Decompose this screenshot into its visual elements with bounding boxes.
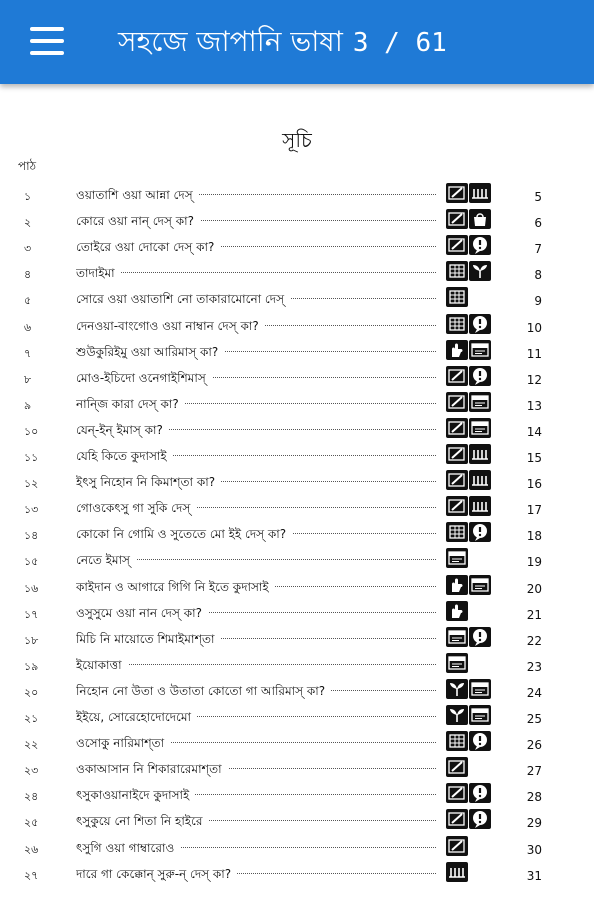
page-number: 8: [534, 268, 542, 283]
lesson-link[interactable]: [76, 863, 436, 885]
lesson-number: ১৪: [24, 529, 39, 543]
dot-leader: [76, 272, 436, 273]
page-number: 13: [526, 398, 542, 413]
lesson-column-header: পাঠ: [18, 159, 37, 173]
table-icon: [469, 444, 491, 464]
lesson-icons: [446, 314, 492, 336]
page-number: 14: [526, 424, 542, 439]
card-icon: [446, 653, 468, 673]
page-number: 20: [526, 581, 542, 596]
lesson-number: ২৬: [24, 842, 39, 856]
lesson-number: ৪: [24, 268, 32, 282]
page-number: 23: [526, 659, 542, 674]
lesson-icons: [446, 366, 492, 388]
lesson-number: ২২: [24, 738, 39, 752]
lesson-icons: [446, 575, 492, 597]
lesson-link[interactable]: [76, 210, 436, 232]
grid-icon: [446, 522, 468, 542]
lesson-icons: [446, 209, 492, 231]
lesson-title: কাইদান ও আগারে গিগি নি ইতে কুদাসাই: [76, 579, 275, 598]
lesson-number: ১০: [24, 424, 39, 438]
lesson-link[interactable]: [76, 315, 436, 337]
lesson-icons: [446, 757, 469, 779]
page-number: 15: [526, 451, 542, 465]
lesson-number: ৬: [24, 320, 32, 334]
toc-row[interactable]: [0, 417, 594, 443]
lesson-link[interactable]: [76, 341, 436, 363]
card-icon: [469, 705, 491, 725]
lesson-icons: [446, 627, 492, 649]
lesson-icons: [446, 235, 492, 257]
toc-row[interactable]: [0, 782, 594, 808]
toc-row[interactable]: [0, 730, 594, 756]
plant-icon: [469, 261, 491, 281]
toc-row[interactable]: [0, 547, 594, 573]
lesson-icons: [446, 470, 492, 492]
lesson-icons: [446, 287, 469, 309]
lesson-link[interactable]: [76, 393, 436, 415]
lesson-title: শুউকুরিইমু ওয়া আরিমাস্ কা?: [76, 344, 224, 363]
lesson-icons: [446, 836, 469, 858]
alert-icon: [469, 783, 491, 803]
hand-icon: [446, 575, 468, 595]
lesson-number: ২০: [24, 685, 39, 699]
lesson-number: ২১: [24, 712, 39, 725]
lesson-number: ৮: [24, 372, 32, 386]
pencil-icon: [446, 209, 468, 229]
toc-row[interactable]: [0, 521, 594, 547]
toc-row[interactable]: [0, 861, 594, 887]
app-title: [118, 20, 447, 67]
lesson-number: ১১: [24, 451, 39, 464]
lesson-link[interactable]: [76, 445, 436, 467]
lesson-title: ইয়োকাত্তা: [76, 657, 128, 676]
lesson-title: ওসুসুমে ওয়া নান দেস্ কা?: [76, 605, 208, 624]
toc-row[interactable]: [0, 574, 594, 600]
lesson-link[interactable]: [76, 576, 436, 598]
page-number: 11: [526, 346, 542, 361]
lesson-link[interactable]: [76, 628, 436, 650]
pencil-icon: [446, 183, 468, 203]
lesson-icons: [446, 548, 469, 570]
lesson-title: সোরে ওয়া ওয়াতাশি নো তাকারামোনো দেস্: [76, 291, 290, 310]
page-number: 19: [526, 555, 542, 570]
hand-icon: [446, 601, 468, 621]
table-icon: [469, 470, 491, 490]
app-title-text: সহজে জাপানি ভাষা: [118, 25, 343, 58]
lesson-link[interactable]: [76, 680, 436, 702]
pencil-icon: [446, 496, 468, 516]
alert-icon: [469, 809, 491, 829]
page-number: 31: [526, 868, 542, 883]
lesson-title: ওকাআসান নি শিকারারেমাশ্‌তা: [76, 761, 228, 780]
lesson-title: গোওকেৎসু গা সুকি দেস্: [76, 500, 196, 519]
lesson-link[interactable]: [76, 184, 436, 206]
lesson-number: ২: [24, 216, 32, 230]
lesson-icons: [446, 444, 492, 466]
lesson-title: ৎসুকুয়ে নো শিতা নি হাইরে: [76, 813, 208, 832]
toc-row[interactable]: [0, 469, 594, 495]
lesson-title: নেতে ইমাস্: [76, 552, 136, 571]
lesson-number: ১৩: [24, 503, 39, 517]
lesson-title: যেহি কিতে কুদাসাই: [76, 448, 173, 467]
lesson-link[interactable]: [76, 288, 436, 310]
lesson-title: নিহোন নো উতা ও উতাতা কোতো গা আরিমাস্ কা?: [76, 683, 331, 702]
toc-row[interactable]: [0, 704, 594, 730]
lesson-title: ওয়াতাশি ওয়া আন্না দেস্: [76, 187, 199, 206]
pencil-icon: [446, 809, 468, 829]
lesson-number: ১৫: [24, 555, 39, 569]
toc-row[interactable]: [0, 626, 594, 652]
pencil-icon: [446, 235, 468, 255]
lesson-icons: [446, 783, 492, 805]
lesson-icons: [446, 183, 492, 205]
lesson-title: ইইয়ে, সোরেহোদোদেমো: [76, 709, 197, 728]
alert-icon: [469, 314, 491, 334]
pencil-icon: [446, 757, 468, 777]
page-number: 25: [526, 712, 542, 726]
lesson-number: ১৭: [24, 607, 39, 621]
toc-row[interactable]: [0, 756, 594, 782]
page-number: 27: [526, 764, 542, 779]
alert-icon: [469, 731, 491, 751]
bag-icon: [469, 209, 491, 229]
lesson-number: ৩: [24, 242, 32, 256]
card-icon: [446, 627, 468, 647]
pencil-icon: [446, 470, 468, 490]
lesson-title: দেনওয়া-বাংগোও ওয়া নাম্বান দেস্ কা?: [76, 318, 265, 337]
card-icon: [446, 548, 468, 568]
lesson-icons: [446, 653, 469, 675]
page-number: 18: [526, 529, 542, 544]
toc-title: সূচি: [282, 128, 312, 152]
page-number: 7: [534, 242, 542, 257]
plant-icon: [446, 679, 468, 699]
page-number: 5: [534, 190, 542, 204]
lesson-icons: [446, 392, 492, 414]
toc-row[interactable]: [0, 678, 594, 704]
lesson-link[interactable]: [76, 497, 436, 519]
lesson-number: ২৪: [24, 790, 39, 804]
lesson-link[interactable]: [76, 549, 436, 571]
lesson-title: নান্জি কারা দেস্ কা?: [76, 396, 185, 415]
grid-icon: [446, 314, 468, 334]
lesson-title: ইৎসু নিহোন নি কিমাশ্‌তা কা?: [76, 474, 221, 493]
toc-row[interactable]: [0, 339, 594, 365]
toc-row[interactable]: [0, 495, 594, 521]
lesson-link[interactable]: [76, 810, 436, 832]
lesson-number: ৭: [24, 346, 32, 360]
lesson-title: ৎসুকাওয়ানাইদে কুদাসাই: [76, 787, 195, 806]
grid-icon: [446, 287, 468, 307]
lesson-link[interactable]: [76, 732, 436, 754]
lesson-icons: [446, 731, 492, 753]
lesson-icons: [446, 705, 492, 727]
lesson-link[interactable]: [76, 471, 436, 493]
card-icon: [469, 575, 491, 595]
lesson-title: ওসোকু নারিমাশ্‌তা: [76, 735, 170, 754]
lesson-icons: [446, 862, 469, 884]
dot-leader: [76, 664, 436, 665]
lesson-link[interactable]: [76, 706, 436, 728]
lesson-icons: [446, 601, 469, 623]
lesson-number: ৫: [24, 294, 32, 308]
page-number: 22: [526, 633, 542, 648]
card-icon: [469, 418, 491, 438]
lesson-link[interactable]: [76, 602, 436, 624]
toc-row[interactable]: [0, 286, 594, 312]
toc-row[interactable]: [0, 260, 594, 286]
table-icon: [469, 496, 491, 516]
lesson-icons: [446, 809, 492, 831]
lesson-link[interactable]: [76, 654, 436, 676]
alert-icon: [469, 627, 491, 647]
lesson-title: যেন্-ইন্ ইমাস্ কা?: [76, 422, 169, 441]
plant-icon: [446, 705, 468, 725]
lesson-icons: [446, 340, 492, 362]
lesson-link[interactable]: [76, 784, 436, 806]
lesson-number: ১২: [24, 477, 39, 491]
toc-row[interactable]: [0, 652, 594, 678]
lesson-number: ১: [24, 190, 32, 203]
page-number: 9: [534, 294, 542, 309]
toc-row[interactable]: [0, 600, 594, 626]
page-number: 10: [526, 320, 542, 335]
page-indicator: 3 / 61: [352, 28, 447, 58]
lesson-title: তোইরে ওয়া দোকো দেস্ কা?: [76, 239, 220, 258]
page-number: 24: [526, 685, 542, 700]
toc-row[interactable]: [0, 182, 594, 208]
page-number: 28: [526, 790, 542, 805]
menu-icon[interactable]: [30, 27, 64, 55]
toc-row[interactable]: [0, 443, 594, 469]
page-number: 29: [526, 816, 542, 831]
alert-icon: [469, 522, 491, 542]
lesson-link[interactable]: [76, 236, 436, 258]
toc-row[interactable]: [0, 365, 594, 391]
lesson-link[interactable]: [76, 262, 436, 284]
pencil-icon: [446, 392, 468, 412]
pencil-icon: [446, 836, 468, 856]
alert-icon: [469, 366, 491, 386]
lesson-icons: [446, 679, 492, 701]
page-number: 21: [526, 607, 542, 622]
lesson-icons: [446, 496, 492, 518]
lesson-number: ১৮: [24, 633, 39, 647]
lesson-title: ৎসুগি ওয়া গাম্বারোও: [76, 840, 180, 859]
page-number: 30: [526, 842, 542, 857]
toc-row[interactable]: [0, 391, 594, 417]
lesson-link[interactable]: [76, 367, 436, 389]
lesson-link[interactable]: [76, 758, 436, 780]
lesson-title: দারে গা কেক্কোন্ সুরু-ন্ দেস্ কা?: [76, 866, 237, 885]
toc-row[interactable]: [0, 208, 594, 234]
card-icon: [469, 679, 491, 699]
app-bar: [0, 0, 594, 84]
lesson-number: ২৫: [24, 816, 39, 830]
card-icon: [469, 340, 491, 360]
lesson-title: তাদাইমা: [76, 265, 121, 284]
page-number: 26: [526, 738, 542, 753]
lesson-link[interactable]: [76, 419, 436, 441]
pencil-icon: [446, 444, 468, 464]
lesson-title: কোকো নি গোমি ও সুতেতে মো ইই দেস্ কা?: [76, 526, 292, 545]
lesson-link[interactable]: [76, 837, 436, 859]
lesson-title: মিচি নি মায়োতে শিমাইমাশ্‌তা: [76, 631, 221, 650]
lesson-icons: [446, 522, 492, 544]
lesson-number: ২৭: [24, 868, 39, 882]
page-number: 12: [526, 372, 542, 387]
pencil-icon: [446, 783, 468, 803]
lesson-link[interactable]: [76, 523, 436, 545]
pencil-icon: [446, 418, 468, 438]
toc-row[interactable]: [0, 313, 594, 339]
card-icon: [469, 392, 491, 412]
toc-row[interactable]: [0, 234, 594, 260]
lesson-number: ১৬: [24, 581, 39, 595]
hand-icon: [446, 340, 468, 360]
lesson-icons: [446, 261, 492, 283]
grid-icon: [446, 261, 468, 281]
alert-icon: [469, 235, 491, 255]
lesson-title: কোরে ওয়া নান্ দেস্ কা?: [76, 213, 200, 232]
toc-row[interactable]: [0, 835, 594, 861]
table-icon: [469, 183, 491, 203]
lesson-number: ৯: [24, 398, 32, 412]
lesson-number: ২৩: [24, 764, 39, 778]
lesson-number: ১৯: [24, 659, 39, 673]
pencil-icon: [446, 366, 468, 386]
table-icon: [446, 862, 468, 882]
toc-row[interactable]: [0, 808, 594, 834]
page-number: 16: [526, 477, 542, 492]
lesson-icons: [446, 418, 492, 440]
grid-icon: [446, 731, 468, 751]
lesson-title: মোও-ইচিদো ওনেগাইশিমাস্: [76, 370, 212, 389]
page-number: 6: [534, 216, 542, 231]
toc-page: [0, 84, 594, 900]
page-number: 17: [526, 503, 542, 518]
